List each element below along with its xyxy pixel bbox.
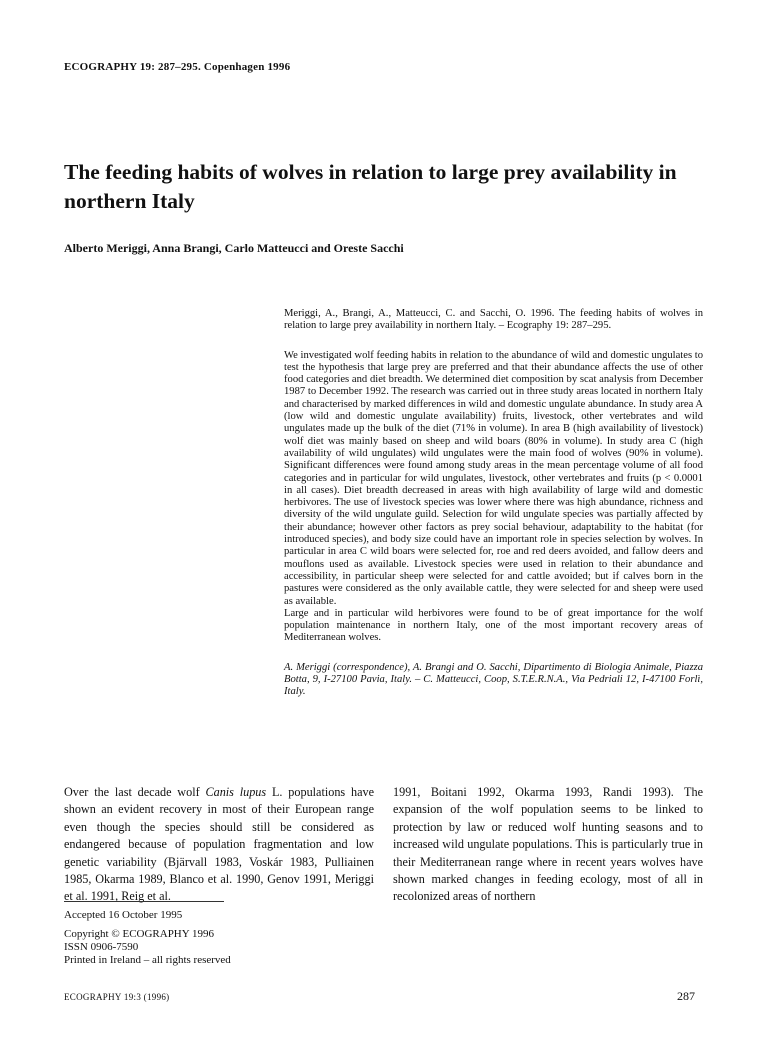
copyright-notice: Copyright © ECOGRAPHY 1996 xyxy=(64,928,215,940)
front-notes xyxy=(64,909,231,967)
author-list: Alberto Meriggi, Anna Brangi, Carlo Matteucci and Oreste Sacchi xyxy=(64,241,404,255)
body-column-left xyxy=(64,784,374,906)
printed-notice: Printed in Ireland – all rights reserved xyxy=(64,954,231,966)
abstract-block xyxy=(284,308,703,699)
body-text: Over the last decade wolf xyxy=(64,785,206,799)
author-affiliation: A. Meriggi (correspondence), A. Brangi and O. Sacchi, Dipartimento di Biologia Animale, Piazza Botta, 9, I-27100 Pavia, Italy. – C. Matteucci, Coop, S.T.E.R.N.A., Via Pedriali 12, I-47100 Forlì, Italy. xyxy=(284,661,703,698)
footnote-divider xyxy=(64,901,224,902)
body-column-right: 1991, Boitani 1992, Okarma 1993, Randi 1993). The expansion of the wolf population seems to be linked to protection by law or reduced wolf hunting seasons and to increased wild ungulate populations. This is particularly true in their Mediterranean range where in recent years wolves have shown marked changes in feeding ecology, most of all in recolonized areas of northern xyxy=(393,785,703,904)
article-title: The feeding habits of wolves in relation to large prey availability in northern Italy xyxy=(64,160,677,213)
issn: ISSN 0906-7590 xyxy=(64,941,139,953)
page-number: 287 xyxy=(677,989,695,1003)
abstract-paragraph: We investigated wolf feeding habits in relation to the abundance of wild and domestic ungulates to test the hypothesis that large prey are preferred and that their abundance affects the use of other food categories and diet breadth. We determined diet composition by scat analysis from December 1987 to December 1992. The research was carried out in three study areas located in northern Italy and characterised by marked differences in wild and domestic ungulate abundance. In study area A (low wild and domestic ungulate availability) fruits, livestock, other vertebrates and wild ungulates made up the bulk of the diet (71% in volume). In area B (high availability of livestock) wolf diet was mainly based on sheep and wild boars (80% in volume). In study area C (high availability of wild ungulates) wild ungulates were the main food of wolves (90% in volume). Significant differences were found among study areas in the mean percentage volume of all food categories and in particular for wild ungulates, livestock, other vertebrates and fruits (p < 0.0001 in all cases). Diet breadth decreased in areas with high availability of large wild and domestic herbivores. The use of livestock species was lower where there was high abundance, richness and diversity of the wild ungulate guild. Selection for wild ungulate species was partially affected by their abundance; however other factors as prey social behaviour, adaptability to the habitat (for introduced species), and body size could have an important role in species selection by wolves. In particular in area C wild boars were selected for, roe and red deers avoided, and fallow deers and mouflons used as available. Livestock species were used in relation to their abundance and accessibility, in particular sheep were selected for and cattle avoided; but if calves born in the pastures were considered as the only available cattle, they were selected for and sheep were used as available. xyxy=(284,349,703,607)
body-text: L. populations have shown an evident recovery in most of their European range even though the species should still be considered as endangered because of population fragmentation and low genetic variability (Bjärvall 1983, Voskár 1983, Pulliainen 1985, Okarma 1989, Blanco et al. 1990, Genov 1991, Meriggi et al. 1991, Reig et al. xyxy=(64,785,375,904)
species-name: Canis lupus xyxy=(205,785,267,799)
accepted-date: Accepted 16 October 1995 xyxy=(64,909,183,921)
abstract-paragraph: Large and in particular wild herbivores were found to be of great importance for the wolf population maintenance in northern Italy, one of the most important recovery areas of Mediterranean wolves. xyxy=(284,607,703,644)
abstract xyxy=(284,350,703,645)
footer-journal: ECOGRAPHY 19:3 (1996) xyxy=(64,992,170,1002)
journal-header: ECOGRAPHY 19: 287–295. Copenhagen 1996 xyxy=(64,61,291,73)
citation: Meriggi, A., Brangi, A., Matteucci, C. and Sacchi, O. 1996. The feeding habits of wolves in relation to large prey availability in northern Italy. – Ecography 19: 287–295. xyxy=(284,308,703,332)
